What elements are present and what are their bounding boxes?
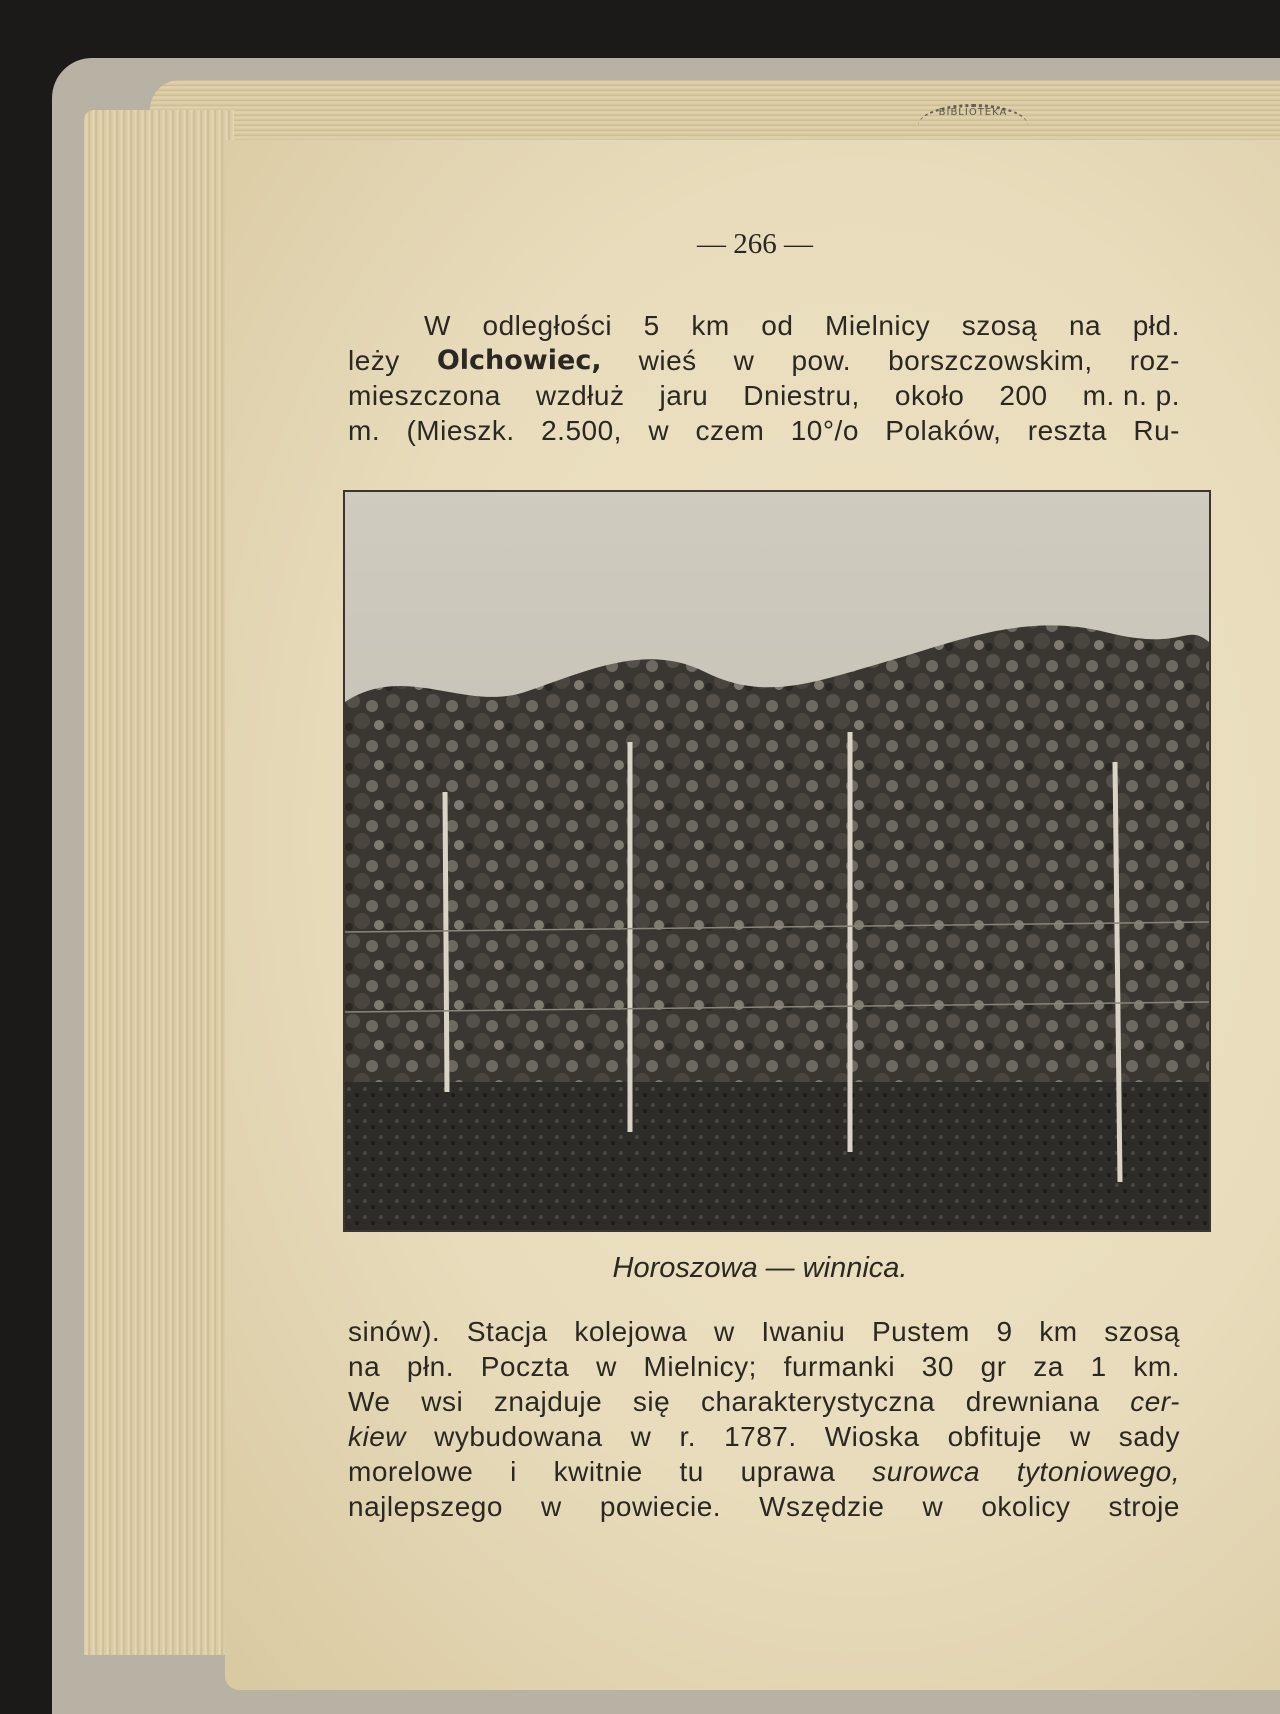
word: najlepszego (348, 1491, 503, 1522)
word: szosą (1104, 1316, 1180, 1347)
word: uprawa (740, 1456, 836, 1487)
word: jaru (659, 380, 709, 411)
word: tu (679, 1456, 704, 1487)
word: km. (1133, 1351, 1180, 1382)
word: znajduje (493, 1386, 603, 1417)
vineyard-photo (343, 490, 1211, 1232)
word: powiecie. (599, 1491, 722, 1522)
word: Poczta (480, 1351, 570, 1382)
word: płd. (1132, 310, 1180, 341)
word: reszta (1027, 415, 1107, 446)
word: stroje (1108, 1491, 1180, 1522)
word: Pustem (871, 1316, 970, 1347)
word: i (510, 1456, 517, 1487)
word: Mielnicy (825, 310, 931, 341)
word: 10°/o (790, 415, 859, 446)
word: kwitnie (553, 1456, 643, 1487)
word: km (691, 310, 730, 341)
word: wsi (421, 1386, 464, 1417)
word: mieszczona (348, 380, 501, 411)
word: 1787. (724, 1421, 797, 1452)
word-italic: cer- (1130, 1386, 1180, 1417)
word: 200 (999, 380, 1048, 411)
word: Stacja (466, 1316, 548, 1347)
word: pow. (791, 345, 852, 376)
word: Mielnicy; (643, 1351, 757, 1382)
word: r. (679, 1421, 696, 1452)
word: wieś (638, 345, 697, 376)
word: okolicy (981, 1491, 1071, 1522)
word: w (596, 1351, 617, 1382)
word: drewniana (965, 1386, 1100, 1417)
word: sinów). (348, 1316, 441, 1347)
paragraph-1 (348, 308, 1180, 448)
word: w (630, 1421, 652, 1452)
book-page-edges (84, 110, 234, 1655)
text-line (348, 1349, 1180, 1384)
word: furmanki (783, 1351, 896, 1382)
word: w (922, 1491, 944, 1522)
word: na (1068, 310, 1102, 341)
library-stamp (918, 104, 1028, 147)
paragraph-2 (348, 1314, 1180, 1524)
page-number: — 266 — (697, 228, 813, 260)
word: 9 (996, 1316, 1013, 1347)
word: Ru- (1133, 415, 1180, 446)
word: m. (348, 415, 381, 446)
word: roz- (1129, 345, 1180, 376)
word: Polaków, (885, 415, 1002, 446)
word: w (713, 1316, 735, 1347)
word: km (1039, 1316, 1078, 1347)
word: od (761, 310, 794, 341)
word: charakterystyczna (700, 1386, 936, 1417)
word: Wioska (824, 1421, 920, 1452)
word: Wszędzie (759, 1491, 885, 1522)
word: w (1069, 1421, 1091, 1452)
word: się (632, 1386, 671, 1417)
word: obfituje (947, 1421, 1042, 1452)
word: (Mieszk. (406, 415, 515, 446)
text-line (348, 1384, 1180, 1419)
word: około (894, 380, 965, 411)
text-line (348, 378, 1180, 413)
word: m. n. p. (1082, 380, 1180, 411)
text-line (348, 1419, 1180, 1454)
word: leży (348, 345, 400, 376)
word-italic: tytoniowego, (1016, 1456, 1180, 1487)
text-line (348, 1489, 1180, 1524)
word: Iwaniu (761, 1316, 846, 1347)
text-line (348, 1454, 1180, 1489)
word: 5 (643, 310, 660, 341)
text-line (348, 343, 1180, 378)
word: sady (1118, 1421, 1180, 1452)
word: w (648, 415, 670, 446)
word-italic: kiew (348, 1421, 407, 1452)
word: wybudowana (434, 1421, 603, 1452)
word: w (541, 1491, 562, 1522)
text-line (348, 1314, 1180, 1349)
library-stamp-text: BIBLIOTEKA (938, 107, 1008, 118)
word: szosą (961, 310, 1038, 341)
word: 1 (1090, 1351, 1107, 1382)
word: Dniestru, (743, 380, 860, 411)
text-line (348, 413, 1180, 448)
word: 30 (921, 1351, 954, 1382)
word: w (733, 345, 755, 376)
word: 2.500, (541, 415, 622, 446)
word: gr (980, 1351, 1007, 1382)
word: borszczowskim, (888, 345, 1093, 376)
place-name-bold: Olchowiec, (436, 345, 602, 376)
word: morelowe (348, 1456, 474, 1487)
word: odległości (482, 310, 613, 341)
word: płn. (406, 1351, 455, 1382)
word: czem (695, 415, 765, 446)
word: za (1033, 1351, 1064, 1382)
text-line (348, 308, 1180, 343)
word: na (348, 1351, 381, 1382)
photo-caption: Horoszowa — winnica. (612, 1252, 908, 1284)
word: wzdłuż (535, 380, 625, 411)
word-italic: surowca (872, 1456, 981, 1487)
word: kolejowa (574, 1316, 688, 1347)
word: We (348, 1386, 391, 1417)
word: W (424, 310, 451, 341)
